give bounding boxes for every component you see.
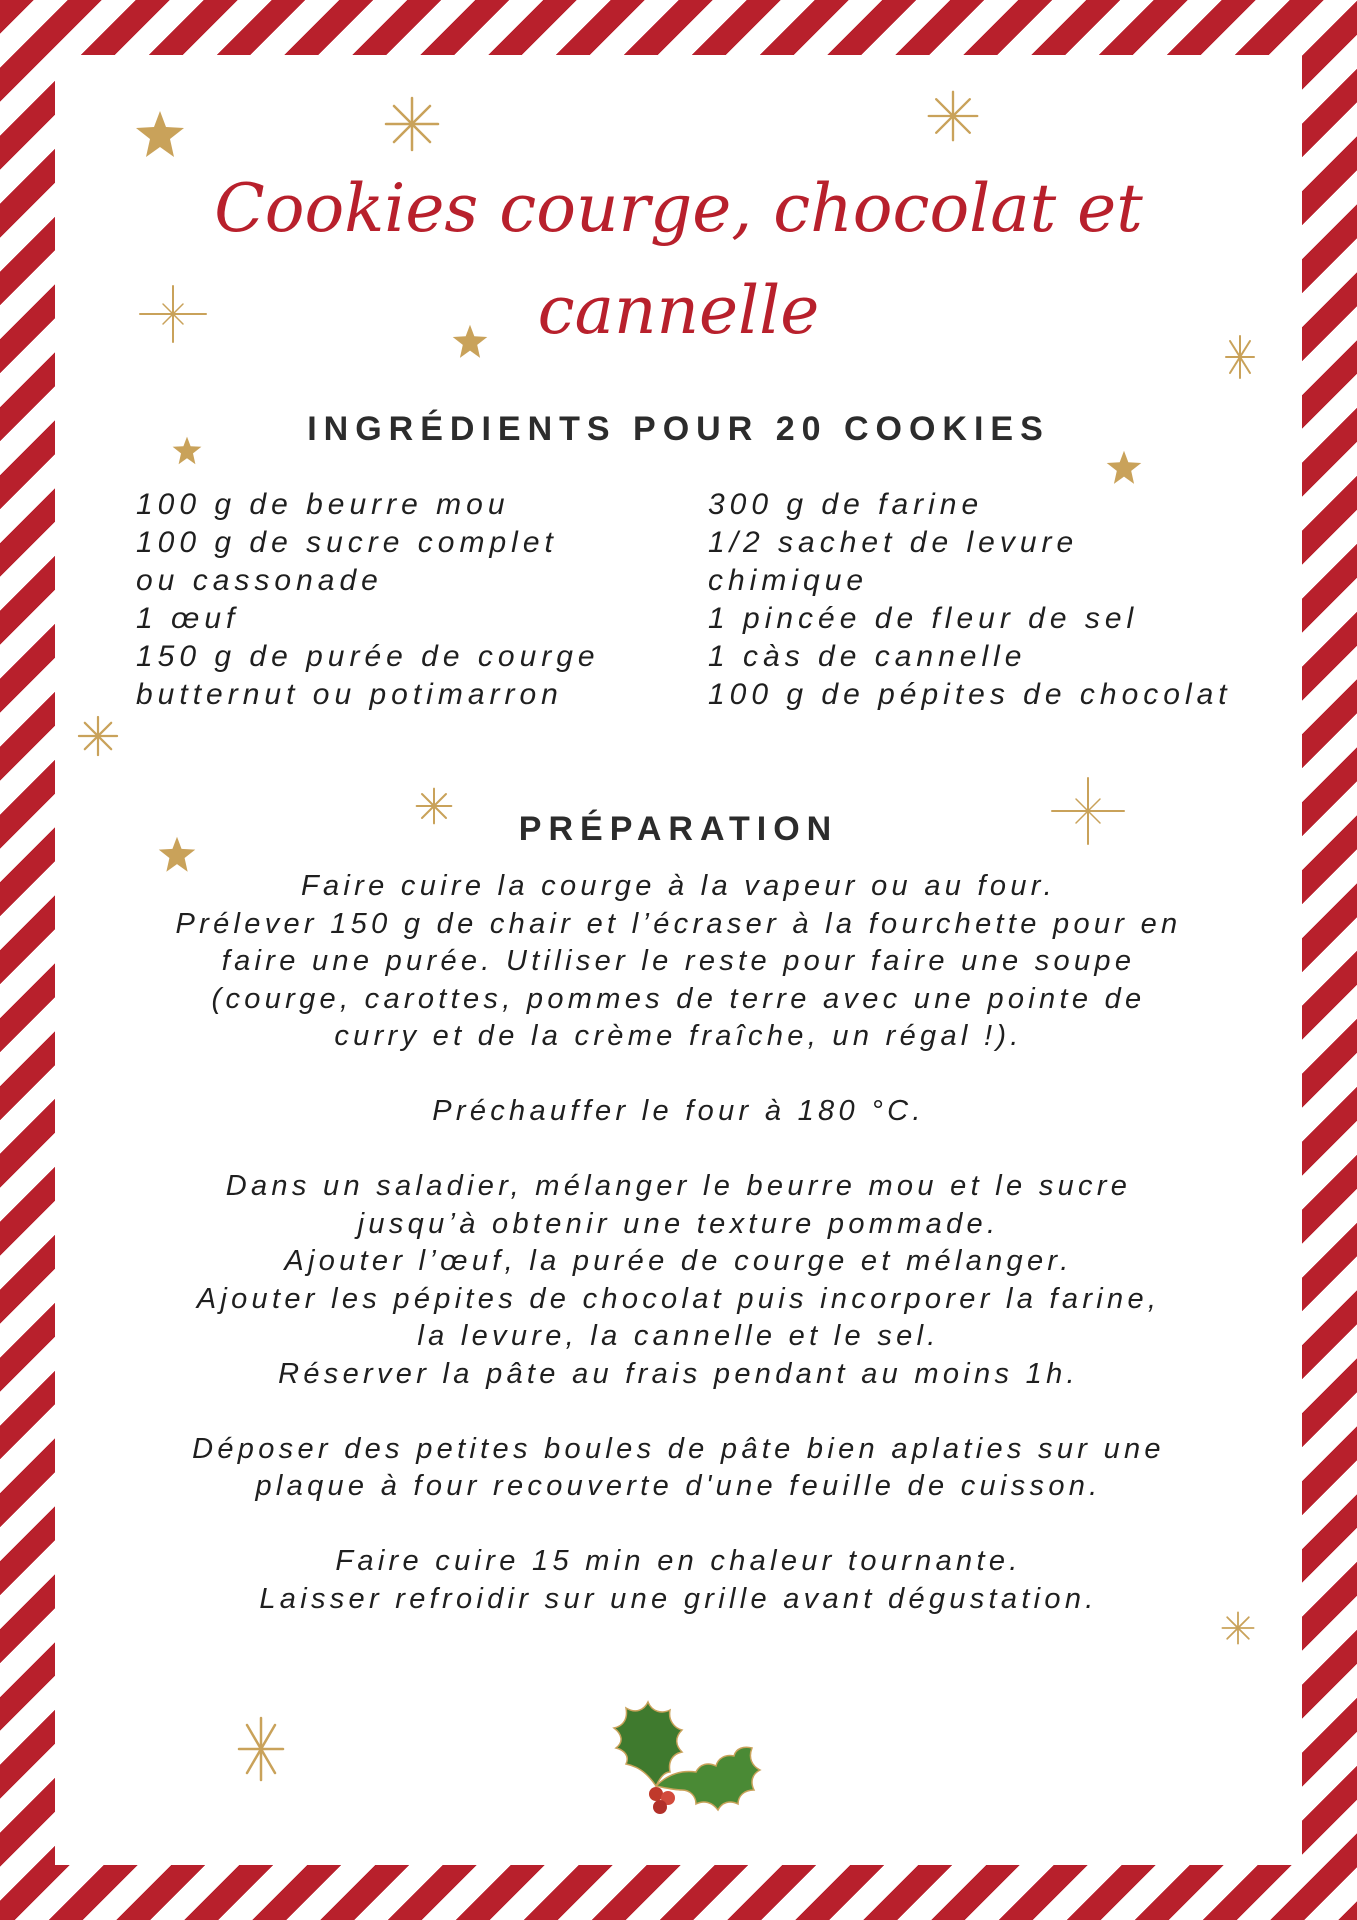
star-icon xyxy=(1106,450,1142,486)
recipe-title xyxy=(140,158,1217,362)
preparation-step: Faire cuire la courge à la vapeur ou au four. Prélever 150 g de chair et l’écraser à la fourchette pour en faire une purée. Utiliser le reste pour faire une soupe (courge, carottes, pommes de terre avec une pointe de curry et de la crème fraîche, un régal !). xyxy=(175,870,1182,1052)
ingredient-item: 300 g de farine xyxy=(708,488,984,521)
holly-icon xyxy=(596,1686,766,1816)
sparkle-icon xyxy=(236,1716,286,1782)
title-line-1: Cookies courge, chocolat et xyxy=(214,170,1143,247)
ingredient-item: 1/2 sachet de levure chimique xyxy=(708,526,1079,597)
sparkle-icon xyxy=(925,88,981,144)
ingredients-list-left xyxy=(136,486,676,714)
ingredient-item: 100 g de pépites de chocolat xyxy=(708,678,1232,711)
ingredients-heading: INGRÉDIENTS POUR 20 COOKIES xyxy=(307,410,1050,448)
star-icon xyxy=(135,110,185,160)
ingredients-list-right xyxy=(708,486,1308,714)
preparation-step: Dans un saladier, mélanger le beurre mou et le sucre jusqu’à obtenir une texture pommade. Ajouter l’œuf, la purée de courge et mélanger. Ajouter les pépites de chocolat puis incorporer la farine, la levure, la cannelle et le sel. Réserver la pâte au frais pendant au moins 1h. xyxy=(196,1170,1161,1390)
sparkle-icon xyxy=(382,94,442,154)
preparation-step: Faire cuire 15 min en chaleur tournante. Laisser refroidir sur une grille avant dégustation. xyxy=(259,1545,1098,1615)
sparkle-icon xyxy=(1222,334,1258,380)
ingredient-item: 1 œuf xyxy=(136,602,240,635)
sparkle-icon xyxy=(76,714,120,758)
ingredient-item: 1 pincée de fleur de sel xyxy=(708,602,1139,635)
ingredient-item: 100 g de beurre mou xyxy=(136,488,510,521)
preparation-heading: PRÉPARATION xyxy=(518,810,839,848)
ingredient-item: 1 càs de cannelle xyxy=(708,640,1027,673)
ingredient-item: 100 g de sucre complet ou cassonade xyxy=(136,526,558,597)
title-line-2: cannelle xyxy=(537,272,820,349)
preparation-steps xyxy=(80,868,1277,1656)
preparation-step: Déposer des petites boules de pâte bien aplaties sur une plaque à four recouverte d'une feuille de cuisson. xyxy=(192,1432,1165,1502)
ingredient-item: 150 g de purée de courge butternut ou potimarron xyxy=(136,640,600,711)
preparation-step: Préchauffer le four à 180 °C. xyxy=(432,1095,925,1127)
